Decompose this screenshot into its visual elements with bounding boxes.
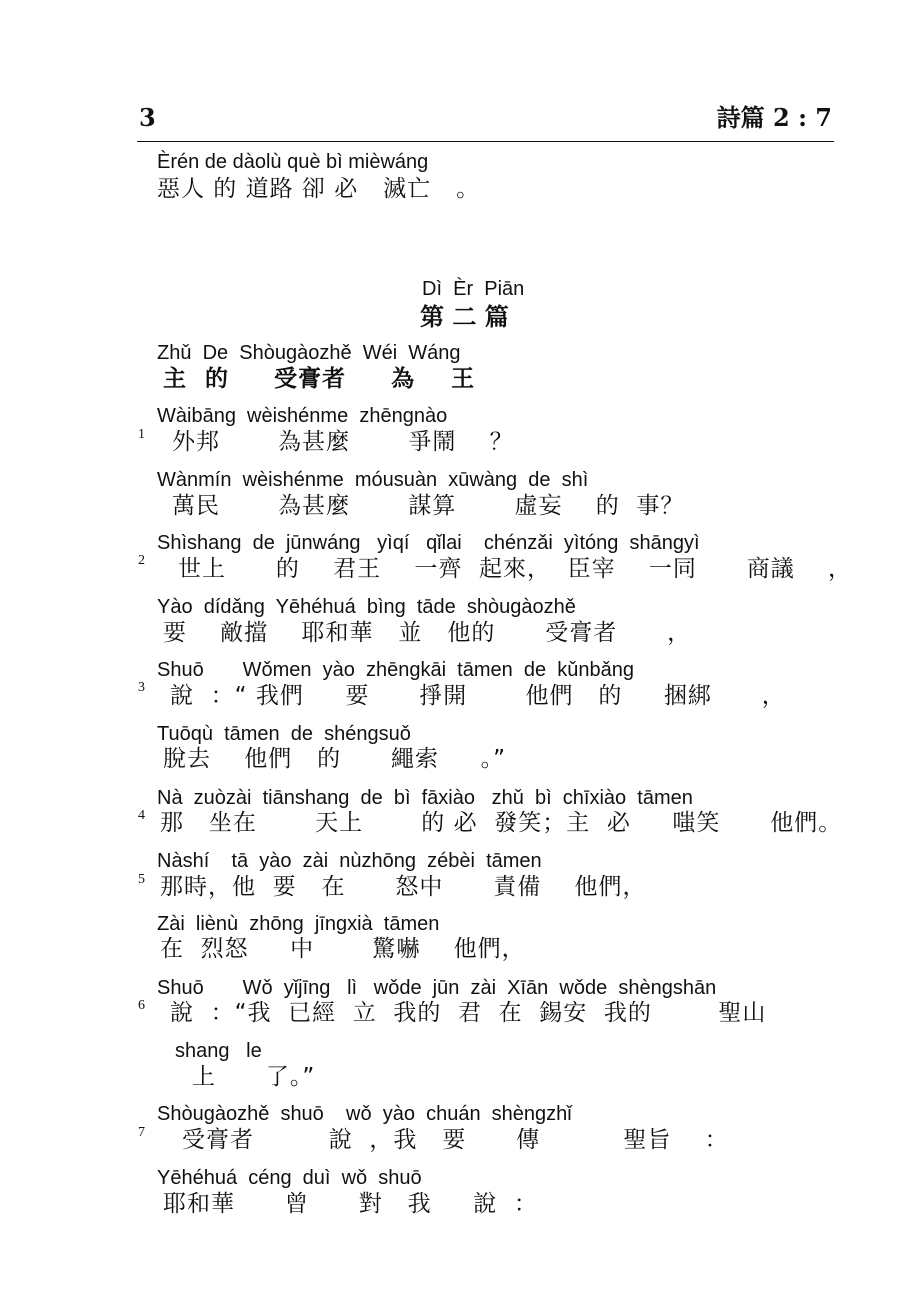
verse-pinyin: Nàshí tā yào zài nùzhōng zébèi tāmen xyxy=(157,850,542,872)
verse-number: 1 xyxy=(138,427,145,442)
verse-pinyin: Zài liènù zhōng jīngxià tāmen xyxy=(157,913,440,935)
verse-pinyin: Yēhéhuá céng duì wǒ shuō xyxy=(157,1167,422,1189)
verse-pinyin: Shòugàozhě shuō wǒ yào chuán shèngzhǐ xyxy=(157,1103,572,1125)
verse-hanzi: 那 坐在 天上 的 必 發笑；主 必 嗤笑 他們。 xyxy=(160,810,843,836)
verse-number: 6 xyxy=(138,998,145,1013)
psalm-title-pinyin: Dì Èr Piān xyxy=(422,278,525,300)
psalm-title-hanzi: 第 二 篇 xyxy=(420,303,509,331)
verse-pinyin: Shuō Wǒ yǐjīng lì wǒde jūn zài Xīān wǒde shèngshān xyxy=(157,977,717,999)
verse-hanzi: 說 ：“ 我們 要 掙開 他們 的 捆綁 ， xyxy=(170,683,786,709)
verse-number: 5 xyxy=(138,872,145,887)
verse-number: 4 xyxy=(138,808,145,823)
header-rule xyxy=(137,141,834,142)
verse-hanzi: 外邦 為甚麼 爭鬧 ？ xyxy=(172,429,514,455)
verse-pinyin: Yào dídǎng Yēhéhuá bìng tāde shòugàozhě xyxy=(157,596,576,618)
verse-hanzi: 在 烈怒 中 驚嚇 他們， xyxy=(160,936,526,962)
verse-hanzi: 說 ：“我 已經 立 我的 君 在 錫安 我的 聖山 xyxy=(170,1000,767,1026)
verse-pinyin: Shuō Wǒmen yào zhēngkāi tāmen de kǔnbǎng xyxy=(157,659,634,681)
psalm-subtitle-hanzi: 主 的 受膏者 為 王 xyxy=(163,366,476,392)
verse-hanzi: 受膏者 說 ，我 要 傳 聖旨 ： xyxy=(182,1127,729,1153)
verse-number: 3 xyxy=(138,680,145,695)
verse-hanzi: 脫去 他們 的 繩索 。” xyxy=(163,746,507,772)
verse-pinyin: Nà zuòzài tiānshang de bì fāxiào zhǔ bì chīxiào tāmen xyxy=(157,787,693,809)
verse-hanzi: 耶和華 曾 對 我 說 ： xyxy=(163,1191,538,1217)
verse-hanzi: 上 了。” xyxy=(192,1064,316,1090)
verse-hanzi: 世上 的 君王 一齊 起來， 臣宰 一同 商議 ， xyxy=(178,556,852,582)
verse-hanzi: 要 敵擋 耶和華 並 他的 受膏者 ， xyxy=(163,620,692,646)
verse-number: 2 xyxy=(138,553,145,568)
psalm-subtitle-pinyin: Zhǔ De Shòugàozhě Wéi Wáng xyxy=(157,342,461,364)
verse-pinyin: Wàibāng wèishénme zhēngnào xyxy=(157,405,448,427)
verse-pinyin: Shìshang de jūnwáng yìqí qǐlai chénzǎi yìtóng shāngyì xyxy=(157,532,700,554)
intro-hanzi: 惡人 的 道路 卻 必 滅亡 。 xyxy=(157,176,481,202)
page-number: 3 xyxy=(139,103,156,132)
verse-pinyin: shang le xyxy=(175,1040,262,1062)
verse-number: 7 xyxy=(138,1125,145,1140)
verse-pinyin: Tuōqù tāmen de shéngsuǒ xyxy=(157,723,411,745)
running-head-reference: 詩篇 2 : 7 xyxy=(716,103,832,132)
verse-hanzi: 那時，他 要 在 怒中 責備 他們， xyxy=(160,874,647,900)
verse-hanzi: 萬民 為甚麼 謀算 虛妄 的 事？ xyxy=(172,493,685,519)
intro-pinyin: Èrén de dàolù què bì mièwáng xyxy=(157,151,429,173)
verse-pinyin: Wànmín wèishénme móusuàn xūwàng de shì xyxy=(157,469,589,491)
